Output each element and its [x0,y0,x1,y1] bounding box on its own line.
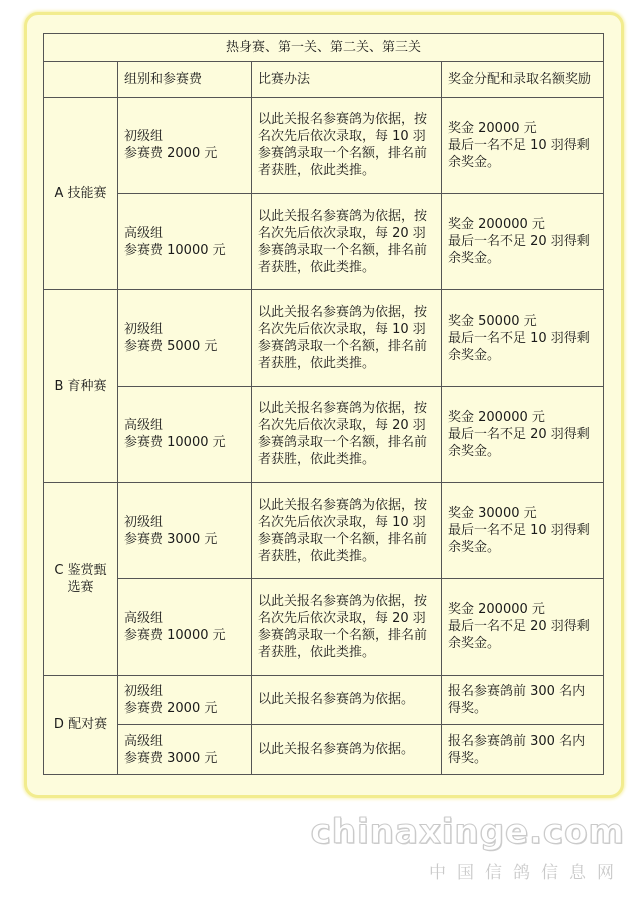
table-row [44,725,604,775]
prize-note: 最后一名不足 10 羽得剩余奖金。 [448,523,590,556]
header-row [44,62,604,97]
prize-note: 最后一名不足 10 羽得剩余奖金。 [448,137,590,170]
group-cell [118,483,252,579]
method-cell: 以此关报名参赛鸽为依据，按名次先后依次录取，每 10 羽参赛鸽录取一个名额，排名前者获胜，依此类推。 [252,97,442,193]
prize-amount: 奖金 20000 元 [448,120,537,136]
group-cell [118,386,252,482]
table-row [44,579,604,675]
table-row [44,675,604,725]
header-prize: 奖金分配和录取名额奖励 [442,62,604,97]
prize-cell [442,386,604,482]
prize-cell [442,579,604,675]
group-cell [118,579,252,675]
prize-amount: 奖金 200000 元 [448,217,545,233]
group-name: 初级组 [124,129,164,145]
group-name: 高级组 [124,610,164,626]
entry-fee: 参赛费 10000 元 [124,627,226,643]
prize-note: 最后一名不足 20 羽得剩余奖金。 [448,619,590,652]
prize-cell [442,483,604,579]
entry-fee: 参赛费 10000 元 [124,242,226,258]
group-cell [118,675,252,725]
group-cell [118,194,252,290]
prize-note: 最后一名不足 10 羽得剩余奖金。 [448,330,590,363]
group-cell [118,97,252,193]
entry-fee: 参赛费 2000 元 [124,146,218,162]
method-cell: 以此关报名参赛鸽为依据，按名次先后依次录取，每 20 羽参赛鸽录取一个名额，排名前者获胜，依此类推。 [252,386,442,482]
method-cell: 以此关报名参赛鸽为依据，按名次先后依次录取，每 20 羽参赛鸽录取一个名额，排名前者获胜，依此类推。 [252,194,442,290]
prize-amount: 奖金 200000 元 [448,602,545,618]
group-name: 初级组 [124,322,164,338]
prize-amount: 报名参赛鸽前 300 名内得奖。 [448,683,586,716]
prize-cell [442,194,604,290]
table-row [44,194,604,290]
entry-fee: 参赛费 3000 元 [124,750,218,766]
group-cell [118,290,252,386]
prize-cell [442,97,604,193]
prize-amount: 奖金 30000 元 [448,506,537,522]
table-row [44,97,604,193]
prize-note: 最后一名不足 20 羽得剩余奖金。 [448,234,590,267]
event-name: B 育种赛 [44,290,118,483]
prize-cell [442,675,604,725]
table-row [44,290,604,386]
method-cell: 以此关报名参赛鸽为依据。 [252,675,442,725]
table-row [44,483,604,579]
table-card [24,12,624,798]
competition-table [43,33,604,775]
entry-fee: 参赛费 5000 元 [124,339,218,355]
event-name: A 技能赛 [44,97,118,290]
title-row [44,34,604,62]
group-name: 高级组 [124,733,164,749]
event-name: C 鉴赏甄选赛 [44,483,118,676]
prize-amount: 报名参赛鸽前 300 名内得奖。 [448,733,586,766]
site-watermark [311,812,625,883]
method-cell: 以此关报名参赛鸽为依据，按名次先后依次录取，每 10 羽参赛鸽录取一个名额，排名前者获胜，依此类推。 [252,483,442,579]
prize-cell [442,290,604,386]
group-name: 初级组 [124,683,164,699]
header-method: 比赛办法 [252,62,442,97]
prize-amount: 奖金 50000 元 [448,313,537,329]
watermark-site-name: 中国信鸽信息网 [429,863,625,883]
entry-fee: 参赛费 3000 元 [124,531,218,547]
event-name: D 配对赛 [44,675,118,774]
header-empty [44,62,118,97]
prize-note: 最后一名不足 20 羽得剩余奖金。 [448,426,590,459]
entry-fee: 参赛费 2000 元 [124,700,218,716]
header-group-fee: 组别和参赛费 [118,62,252,97]
group-name: 高级组 [124,418,164,434]
watermark-domain: chinaxinge.com [310,812,625,852]
prize-amount: 奖金 200000 元 [448,409,545,425]
group-name: 初级组 [124,514,164,530]
entry-fee: 参赛费 10000 元 [124,435,226,451]
method-cell: 以此关报名参赛鸽为依据，按名次先后依次录取，每 10 羽参赛鸽录取一个名额，排名前者获胜，依此类推。 [252,290,442,386]
table-title: 热身赛、第一关、第二关、第三关 [44,34,604,62]
table-row [44,386,604,482]
group-name: 高级组 [124,225,164,241]
prize-cell [442,725,604,775]
method-cell: 以此关报名参赛鸽为依据，按名次先后依次录取，每 20 羽参赛鸽录取一个名额，排名前者获胜，依此类推。 [252,579,442,675]
group-cell [118,725,252,775]
method-cell: 以此关报名参赛鸽为依据。 [252,725,442,775]
